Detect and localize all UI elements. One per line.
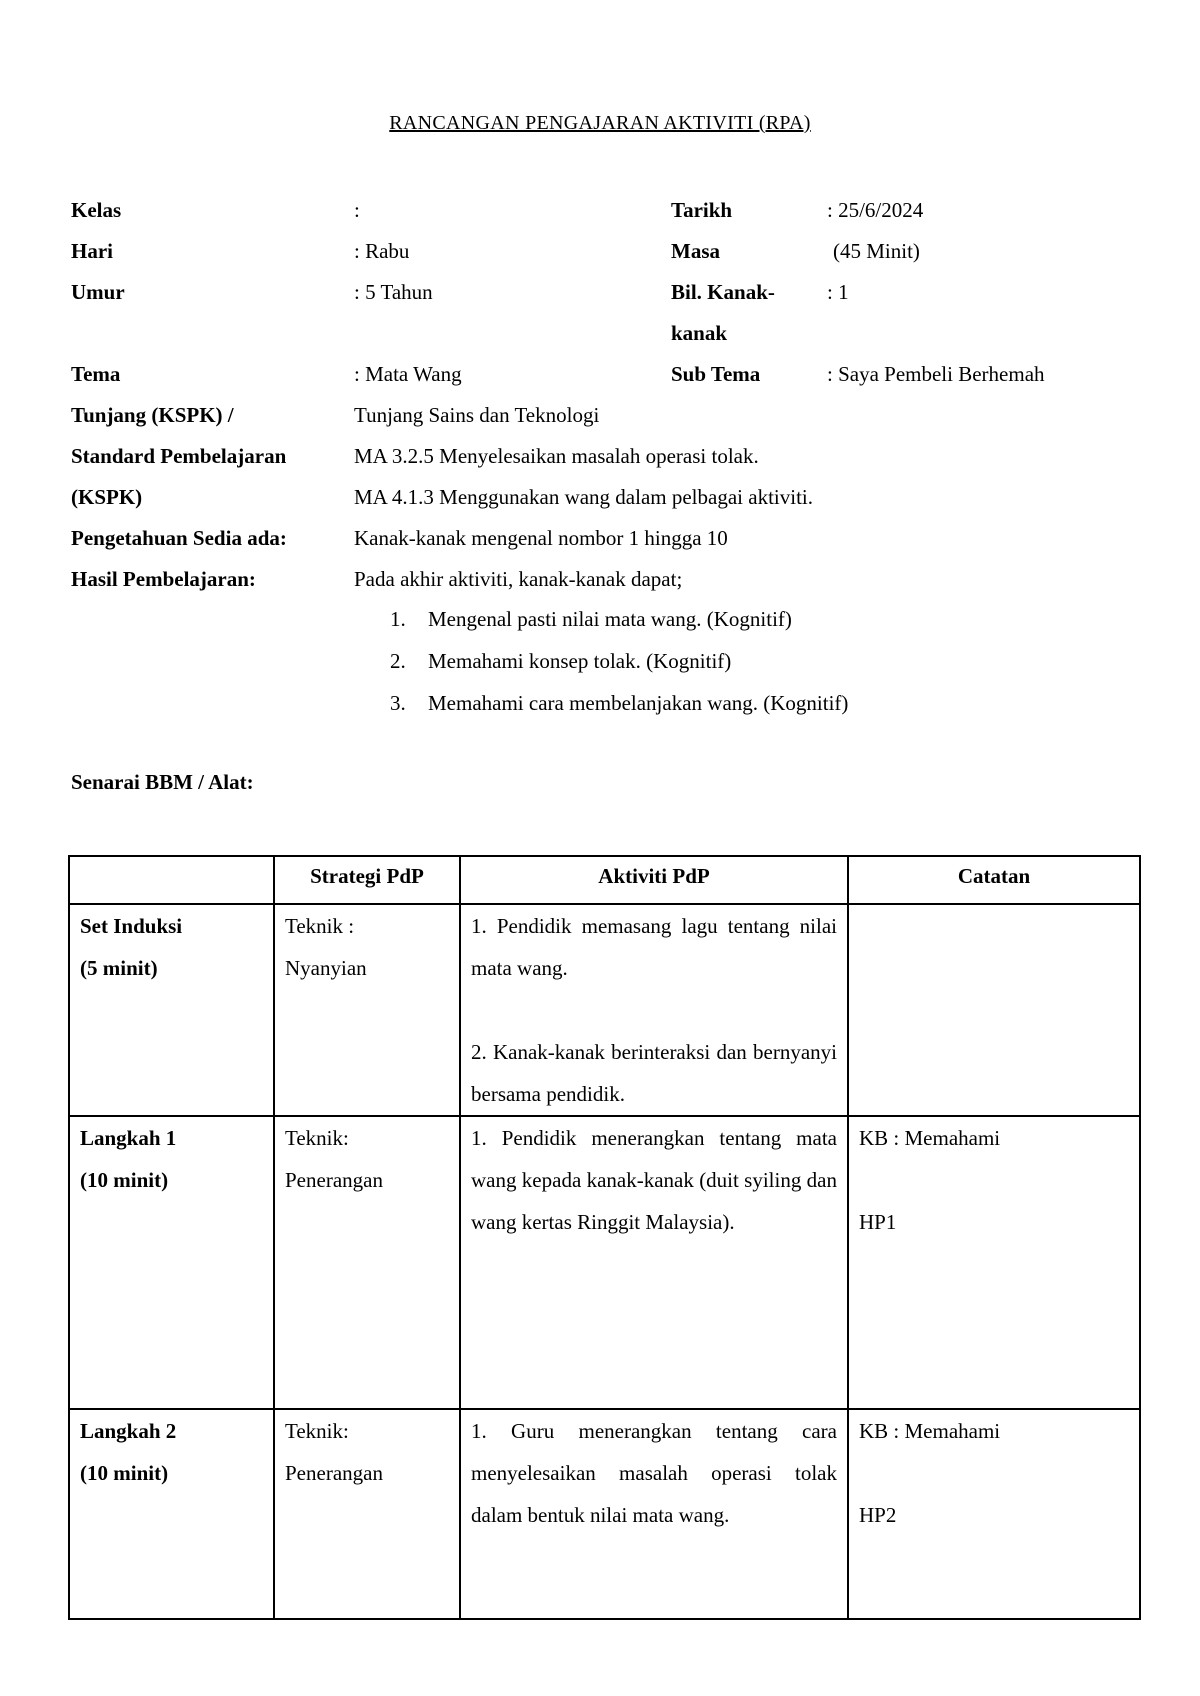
document-title: RANCANGAN PENGAJARAN AKTIVITI (RPA) — [389, 112, 811, 134]
hari-value: : Rabu — [354, 239, 410, 263]
activity-step-1: 1. Guru menerangkan tentang cara menyelesaikan masalah operasi tolak dalam bentuk nilai mata wang. — [471, 1419, 837, 1527]
notes-cell — [848, 904, 1140, 1116]
table-row — [69, 1409, 1140, 1619]
activity-cell — [460, 904, 848, 1116]
note-line-2: HP2 — [859, 1503, 897, 1527]
info-row-umur — [71, 272, 1131, 354]
stage-duration: (10 minit) — [80, 1168, 169, 1192]
stage-name: Set Induksi — [80, 914, 183, 938]
table-header-row — [69, 856, 1140, 904]
strategy-cell — [274, 1409, 460, 1619]
info-row-pengetahuan — [71, 518, 1131, 559]
note-line-1: KB : Memahami — [859, 1126, 1001, 1150]
stage-duration: (10 minit) — [80, 1461, 169, 1485]
tunjang-label: Tunjang (KSPK) / — [71, 403, 234, 427]
header-stage — [69, 856, 274, 904]
info-block — [71, 190, 1131, 600]
hari-label: Hari — [71, 239, 113, 263]
activity-table — [68, 855, 1141, 1620]
header-strategy: Strategi PdP — [274, 856, 460, 904]
umur-value: : 5 Tahun — [354, 280, 433, 304]
stage-duration: (5 minit) — [80, 956, 158, 980]
notes-cell — [848, 1116, 1140, 1409]
stage-cell — [69, 1409, 274, 1619]
list-item — [390, 598, 848, 640]
info-row-tema — [71, 354, 1131, 395]
goal-number: 2. — [390, 649, 406, 673]
strategy-cell — [274, 1116, 460, 1409]
info-row-kspk — [71, 477, 1131, 518]
strategy-technique: Teknik : — [285, 914, 355, 938]
header-activity: Aktiviti PdP — [460, 856, 848, 904]
tema-value: : Mata Wang — [354, 362, 462, 386]
subtema-value: : Saya Pembeli Berhemah — [827, 362, 1045, 386]
notes-cell — [848, 1409, 1140, 1619]
list-item — [390, 640, 848, 682]
activity-step-2: 2. Kanak-kanak berinteraksi dan bernyanyi bersama pendidik. — [471, 1040, 837, 1106]
spacer — [859, 1452, 1129, 1494]
activity-cell — [460, 1409, 848, 1619]
activity-step-1: 1. Pendidik menerangkan tentang mata wang kepada kanak-kanak (duit syiling dan wang kertas Ringgit Malaysia). — [471, 1126, 837, 1234]
goal-text: Memahami cara membelanjakan wang. (Kognitif) — [428, 691, 849, 715]
strategy-method: Nyanyian — [285, 956, 367, 980]
goal-text: Memahami konsep tolak. (Kognitif) — [428, 649, 732, 673]
goal-text: Mengenal pasti nilai mata wang. (Kognitif) — [428, 607, 792, 631]
header-notes: Catatan — [848, 856, 1140, 904]
learning-goals-list — [390, 598, 848, 724]
strategy-method: Penerangan — [285, 1168, 383, 1192]
strategy-method: Penerangan — [285, 1461, 383, 1485]
masa-value: (45 Minit) — [833, 239, 920, 263]
info-row-tunjang — [71, 395, 1131, 436]
strategy-cell — [274, 904, 460, 1116]
hasil-value: Pada akhir aktiviti, kanak-kanak dapat; — [354, 567, 683, 591]
list-item — [390, 682, 848, 724]
table-row — [69, 1116, 1140, 1409]
bbm-label: Senarai BBM / Alat: — [71, 770, 254, 794]
umur-label: Umur — [71, 280, 125, 304]
info-row-standard — [71, 436, 1131, 477]
stage-cell — [69, 904, 274, 1116]
strategy-technique: Teknik: — [285, 1126, 349, 1150]
kspk-label: (KSPK) — [71, 485, 143, 509]
kelas-label: Kelas — [71, 198, 122, 222]
bil-label-line1: Bil. Kanak- — [671, 280, 775, 304]
activity-step-1: 1. Pendidik memasang lagu tentang nilai mata wang. — [471, 914, 837, 980]
bil-value: : 1 — [827, 280, 849, 304]
activity-cell — [460, 1116, 848, 1409]
pengetahuan-label: Pengetahuan Sedia ada: — [71, 526, 287, 550]
info-row-hasil — [71, 559, 1131, 600]
stage-name: Langkah 2 — [80, 1419, 177, 1443]
goal-number: 3. — [390, 691, 406, 715]
bil-label-line2: kanak — [671, 321, 728, 345]
note-line-2: HP1 — [859, 1210, 897, 1234]
stage-cell — [69, 1116, 274, 1409]
goal-number: 1. — [390, 607, 406, 631]
stage-name: Langkah 1 — [80, 1126, 177, 1150]
note-line-1: KB : Memahami — [859, 1419, 1001, 1443]
tunjang-value: Tunjang Sains dan Teknologi — [354, 403, 600, 427]
tema-label: Tema — [71, 362, 121, 386]
hasil-label: Hasil Pembelajaran: — [71, 567, 256, 591]
strategy-technique: Teknik: — [285, 1419, 349, 1443]
tarikh-value: : 25/6/2024 — [827, 198, 924, 222]
kelas-value: : — [354, 198, 360, 222]
standard-value-1: MA 3.2.5 Menyelesaikan masalah operasi tolak. — [354, 444, 759, 468]
standard-label: Standard Pembelajaran — [71, 444, 287, 468]
standard-value-2: MA 4.1.3 Menggunakan wang dalam pelbagai aktiviti. — [354, 485, 813, 509]
info-row-kelas — [71, 190, 1131, 231]
masa-label: Masa — [671, 239, 720, 263]
tarikh-label: Tarikh — [671, 198, 733, 222]
spacer — [859, 1159, 1129, 1201]
spacer — [471, 989, 837, 1031]
info-row-hari — [71, 231, 1131, 272]
pengetahuan-value: Kanak-kanak mengenal nombor 1 hingga 10 — [354, 526, 728, 550]
table-row — [69, 904, 1140, 1116]
subtema-label: Sub Tema — [671, 362, 761, 386]
